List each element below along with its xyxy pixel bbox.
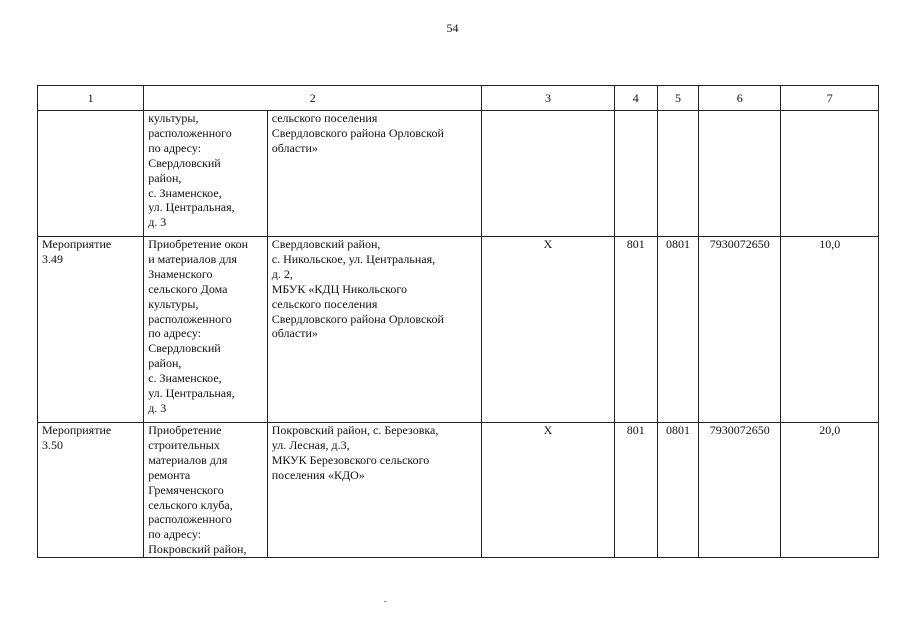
cell-amount: 10,0 bbox=[781, 237, 879, 423]
table-row bbox=[38, 423, 879, 558]
cell-empty bbox=[482, 111, 614, 237]
cell-empty bbox=[38, 111, 144, 237]
header-col-4: 4 bbox=[614, 86, 657, 111]
cell-col-6: 7930072650 bbox=[699, 237, 781, 423]
table-row-continuation bbox=[38, 111, 879, 237]
cell-empty bbox=[614, 111, 657, 237]
cell-col-5: 0801 bbox=[657, 237, 698, 423]
header-col-7: 7 bbox=[781, 86, 879, 111]
cell-amount: 20,0 bbox=[781, 423, 879, 558]
cell-empty bbox=[699, 111, 781, 237]
cell-col-6: 7930072650 bbox=[699, 423, 781, 558]
cell-empty bbox=[657, 111, 698, 237]
cell-object-description: Приобретение окон и материалов для Знаменского сельского Дома культуры, расположенного по адресу: Свердловский район, с. Знаменское, ул. Центральная, д. 3 bbox=[144, 237, 268, 423]
cell-measure-id: Мероприятие 3.49 bbox=[38, 237, 144, 423]
cell-recipient: Свердловский район, с. Никольское, ул. Центральная, д. 2, МБУК «КДЦ Никольского сельского поселения Свердловского района Орловской области» bbox=[267, 237, 482, 423]
cell-object-description: Приобретение строительных материалов для ремонта Гремяченского сельского клуба, расположенного по адресу: Покровский район, bbox=[144, 423, 268, 558]
header-col-3: 3 bbox=[482, 86, 614, 111]
cell-col-3: Х bbox=[482, 423, 614, 558]
cell-recipient: Покровский район, с. Березовка, ул. Лесная, д.3, МКУК Березовского сельского поселения «КДО» bbox=[267, 423, 482, 558]
cell-col-3: Х bbox=[482, 237, 614, 423]
cell-recipient: сельского поселения Свердловского района Орловской области» bbox=[267, 111, 482, 237]
cell-object-description: культуры, расположенного по адресу: Свердловский район, с. Знаменское, ул. Центральная, д. 3 bbox=[144, 111, 268, 237]
header-col-6: 6 bbox=[699, 86, 781, 111]
header-row bbox=[38, 86, 879, 111]
scan-artifact bbox=[384, 601, 387, 602]
cell-measure-id: Мероприятие 3.50 bbox=[38, 423, 144, 558]
page-number: 54 bbox=[446, 21, 459, 35]
header-col-5: 5 bbox=[657, 86, 698, 111]
table-row bbox=[38, 237, 879, 423]
budget-measures-table bbox=[37, 85, 879, 558]
cell-col-5: 0801 bbox=[657, 423, 698, 558]
header-col-1: 1 bbox=[38, 86, 144, 111]
cell-col-4: 801 bbox=[614, 237, 657, 423]
cell-empty bbox=[781, 111, 879, 237]
header-col-2: 2 bbox=[144, 86, 482, 111]
cell-col-4: 801 bbox=[614, 423, 657, 558]
